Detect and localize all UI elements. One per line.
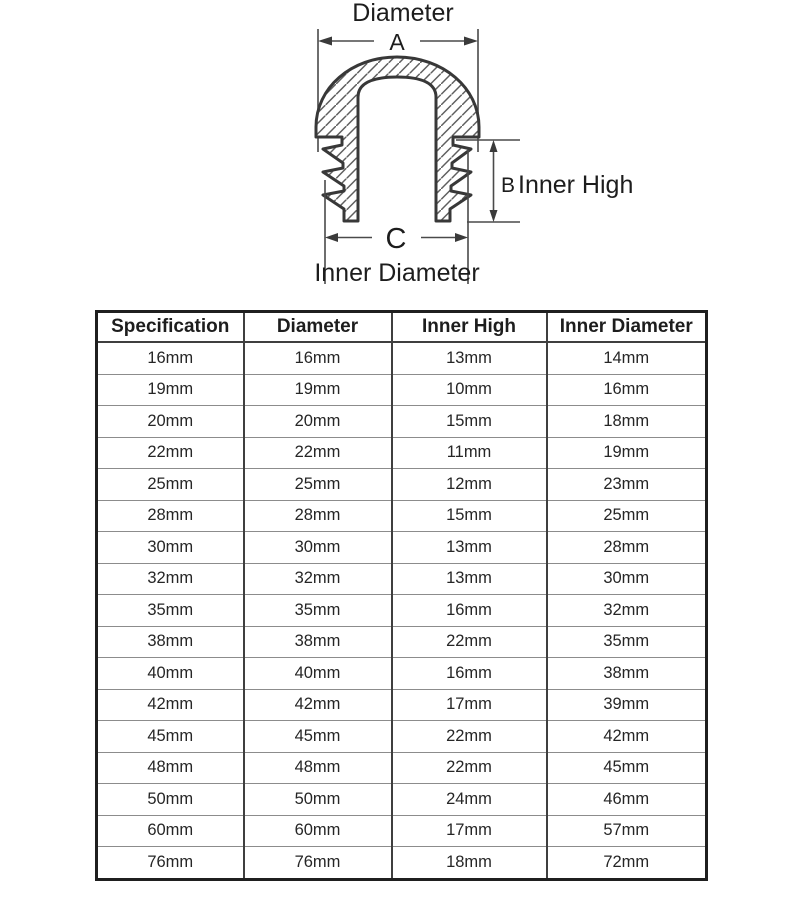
table-cell: 48mm [97, 752, 244, 784]
table-cell: 35mm [97, 595, 244, 627]
table-cell: 60mm [244, 815, 392, 847]
table-cell: 42mm [244, 689, 392, 721]
table-row [97, 374, 707, 406]
table-cell: 24mm [392, 784, 547, 816]
table-cell: 17mm [392, 689, 547, 721]
column-header-inner-diameter: Inner Diameter [547, 312, 707, 343]
arrowhead-up-icon [490, 140, 498, 152]
table-cell: 72mm [547, 847, 707, 880]
table-cell: 57mm [547, 815, 707, 847]
table-cell: 30mm [547, 563, 707, 595]
table-cell: 30mm [244, 532, 392, 564]
table-cell: 22mm [392, 721, 547, 753]
table-row [97, 784, 707, 816]
table-cell: 40mm [244, 658, 392, 690]
table-cell: 76mm [244, 847, 392, 880]
table-row [97, 815, 707, 847]
table-cell: 19mm [97, 374, 244, 406]
arrowhead-right-icon [455, 233, 468, 242]
diameter-label: Diameter [352, 0, 454, 27]
table-cell: 14mm [547, 342, 707, 374]
column-header-inner-high: Inner High [392, 312, 547, 343]
table-cell: 16mm [392, 595, 547, 627]
table-cell: 11mm [392, 437, 547, 469]
table-cell: 13mm [392, 532, 547, 564]
table-row [97, 437, 707, 469]
table-cell: 22mm [244, 437, 392, 469]
column-header-diameter: Diameter [244, 312, 392, 343]
inner-diameter-label: Inner Diameter [314, 259, 480, 287]
table-cell: 15mm [392, 500, 547, 532]
pipe-cap-cross-section-diagram [0, 0, 800, 302]
table-cell: 32mm [547, 595, 707, 627]
inner-high-label: Inner High [518, 171, 634, 199]
table-cell: 18mm [392, 847, 547, 880]
table-cell: 76mm [97, 847, 244, 880]
table-cell: 38mm [97, 626, 244, 658]
table-cell: 42mm [97, 689, 244, 721]
table-cell: 45mm [244, 721, 392, 753]
table-cell: 22mm [392, 752, 547, 784]
table-cell: 25mm [547, 500, 707, 532]
table-cell: 40mm [97, 658, 244, 690]
table-cell: 22mm [392, 626, 547, 658]
dim-a-letter: A [389, 29, 405, 55]
table-cell: 38mm [244, 626, 392, 658]
table-cell: 22mm [97, 437, 244, 469]
table-row [97, 500, 707, 532]
table-cell: 19mm [244, 374, 392, 406]
table-cell: 28mm [547, 532, 707, 564]
arrowhead-left-icon [318, 37, 332, 46]
table-cell: 50mm [244, 784, 392, 816]
dim-b-letter: B [501, 174, 516, 197]
table-row [97, 563, 707, 595]
table-cell: 15mm [392, 406, 547, 438]
table-cell: 25mm [244, 469, 392, 501]
table-cell: 16mm [392, 658, 547, 690]
table-row [97, 721, 707, 753]
table-cell: 35mm [244, 595, 392, 627]
table-row [97, 595, 707, 627]
table-cell: 23mm [547, 469, 707, 501]
table-cell: 32mm [97, 563, 244, 595]
table-cell: 13mm [392, 342, 547, 374]
table-cell: 30mm [97, 532, 244, 564]
table-header-row [97, 312, 707, 343]
table-row [97, 752, 707, 784]
table-cell: 17mm [392, 815, 547, 847]
table-cell: 16mm [547, 374, 707, 406]
arrowhead-down-icon [490, 210, 498, 222]
table-cell: 13mm [392, 563, 547, 595]
table-cell: 60mm [97, 815, 244, 847]
table-cell: 45mm [97, 721, 244, 753]
table-cell: 10mm [392, 374, 547, 406]
table-row [97, 532, 707, 564]
spec-table [95, 310, 708, 881]
table-cell: 48mm [244, 752, 392, 784]
table-cell: 25mm [97, 469, 244, 501]
table-cell: 32mm [244, 563, 392, 595]
table-cell: 45mm [547, 752, 707, 784]
table-row [97, 406, 707, 438]
table-cell: 20mm [97, 406, 244, 438]
table-cell: 18mm [547, 406, 707, 438]
table-cell: 28mm [244, 500, 392, 532]
table-cell: 35mm [547, 626, 707, 658]
table-cell: 28mm [97, 500, 244, 532]
table-row [97, 626, 707, 658]
table-cell: 46mm [547, 784, 707, 816]
table-cell: 19mm [547, 437, 707, 469]
table-cell: 38mm [547, 658, 707, 690]
table-cell: 39mm [547, 689, 707, 721]
arrowhead-right-icon [464, 37, 478, 46]
table-cell: 12mm [392, 469, 547, 501]
table-row [97, 469, 707, 501]
arrowhead-left-icon [325, 233, 338, 242]
table-row [97, 847, 707, 880]
table-row [97, 658, 707, 690]
dim-c-letter: C [385, 223, 407, 255]
column-header-specification: Specification [97, 312, 244, 343]
table-cell: 16mm [244, 342, 392, 374]
table-cell: 20mm [244, 406, 392, 438]
cap-profile-shape [316, 57, 479, 221]
table-cell: 16mm [147, 348, 194, 367]
table-row [97, 689, 707, 721]
table-cell: 50mm [97, 784, 244, 816]
table-row [97, 342, 707, 374]
table-cell: 42mm [547, 721, 707, 753]
